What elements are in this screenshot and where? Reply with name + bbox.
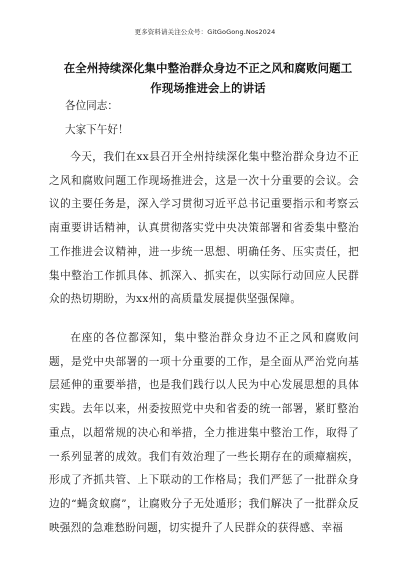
document-title [50,58,366,98]
greeting: 大家下午好！ [65,124,129,136]
paragraph-2: 在座的各位都深知，集中整治群众身边不正之风和腐败问题，是党中央部署的一项十分重要的工作，是全面从严治党向基层延伸的重要举措，也是我们践行以人民为中心发展思想的具体实践。去年以来，州委按照党中央和省委的统一部署，紧盯整治重点，以超常规的决心和举措，全力推进集中整治工作，取得了一系列显著的成效。我们有效治理了一些长期存在的顽瘴痼疾，形成了齐抓共管、上下联动的工作格局；我们严惩了一批群众身边的“蝇贪蚁腐”，让腐败分子无处遁形；我们解决了一批群众反映强烈的急难愁盼问题，切实提升了人民群众的获得感、幸福 [49,332,359,534]
header-note: 更多资料请关注公众号：GitGoGong.Nos2024 [134,28,276,36]
salutation: 各位同志： [65,100,118,112]
paragraph-1: 今天，我们在xx县召开全州持续深化集中整治群众身边不正之风和腐败问题工作现场推进会，这是一次十分重要的会议。会议的主要任务是，深入学习贯彻习近平总书记重要指示和考察云南重要讲话精神，认真贯彻落实党中央决策部署和省委集中整治工作推进会议精神，进一步统一思想、明确任务、压实责任，把集中整治工作抓具体、抓深入、抓实在，以实际行动回应人民群众的热切期盼，为xx州的高质量发展提供坚强保障。 [49,151,359,306]
title-line-1: 在全州持续深化集中整治群众身边不正之风和腐败问题工 [63,61,353,75]
title-line-2: 作现场推进会上的讲话 [150,81,266,95]
